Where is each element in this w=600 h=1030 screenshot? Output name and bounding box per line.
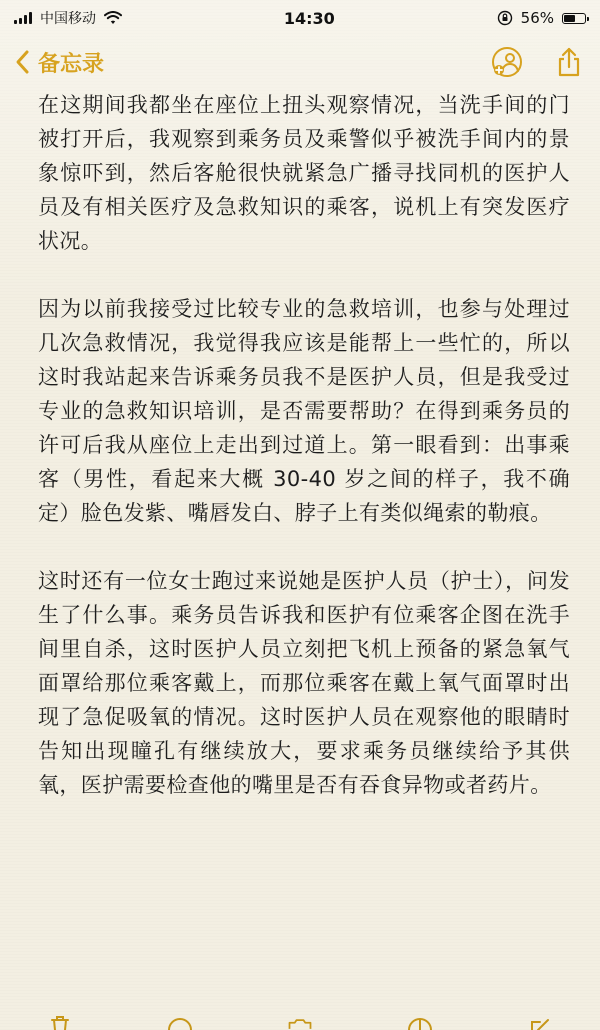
- back-button[interactable]: [14, 47, 104, 78]
- battery-icon: [562, 13, 586, 24]
- share-icon: [554, 45, 584, 79]
- status-right: [497, 9, 586, 27]
- camera-icon: [286, 1012, 314, 1030]
- note-body[interactable]: [38, 88, 570, 836]
- checklist-button[interactable]: [166, 1012, 194, 1030]
- status-time: 14:30: [283, 8, 335, 28]
- camera-button[interactable]: [286, 1012, 314, 1030]
- signal-icon: [14, 12, 32, 24]
- status-bar: [0, 0, 600, 36]
- compose-button[interactable]: [526, 1012, 554, 1030]
- nav-actions: [490, 45, 586, 79]
- note-paragraph-2: 因为以前我接受过比较专业的急救培训，也参与处理过几次急救情况，我觉得我应该是能帮上一些忙的，所以这时我站起来告诉乘务员我不是医护人员，但是我受过专业的急救知识培训，是否需要帮助？在得到乘务员的许可后我从座位上走出到过道上。第一眼看到：出事乘客（男性，看起来大概 30-40 岁之间的样子，我不确定）脸色发紫、嘴唇发白、脖子上有类似绳索的勒痕。: [38, 297, 570, 525]
- battery-level: [564, 15, 575, 22]
- pen-icon: [406, 1012, 434, 1030]
- share-people-icon: [490, 45, 524, 79]
- wifi-icon: [104, 11, 122, 25]
- note-paragraph-3: 这时还有一位女士跑过来说她是医护人员（护士），问发生了什么事。乘务员告诉我和医护有位乘客企图在洗手间里自杀，这时医护人员立刻把飞机上预备的紧急氧气面罩给那位乘客戴上，而那位乘客在戴上氧气面罩时出现了急促吸氧的情况。这时医护人员在观察他的眼睛时告知出现瞳孔有继续放大，要求乘务员继续给予其供氧，医护需要检查他的嘴里是否有吞食异物或者药片。: [38, 569, 570, 797]
- note-paragraph-1: 在这期间我都坐在座位上扭头观察情况，当洗手间的门被打开后，我观察到乘务员及乘警似乎被洗手间内的景象惊吓到，然后客舱很快就紧急广播寻找同机的医护人员及有相关医疗及急救知识的乘客，说机上有突发医疗状况。: [38, 93, 570, 253]
- checklist-icon: [166, 1012, 194, 1030]
- status-left: [14, 8, 122, 28]
- back-label: 备忘录: [38, 51, 105, 77]
- navigation-bar: [0, 36, 600, 88]
- trash-icon: [46, 1012, 74, 1030]
- orientation-lock-icon: [497, 10, 513, 26]
- pen-button[interactable]: [406, 1012, 434, 1030]
- battery-percentage: 56%: [520, 9, 554, 27]
- share-button[interactable]: [552, 45, 586, 79]
- bottom-toolbar: [0, 1012, 600, 1030]
- share-people-button[interactable]: [490, 45, 524, 79]
- back-chevron-icon: [14, 49, 30, 75]
- trash-button[interactable]: [46, 1012, 74, 1030]
- compose-icon: [526, 1012, 554, 1030]
- carrier-name: 中国移动: [40, 11, 96, 27]
